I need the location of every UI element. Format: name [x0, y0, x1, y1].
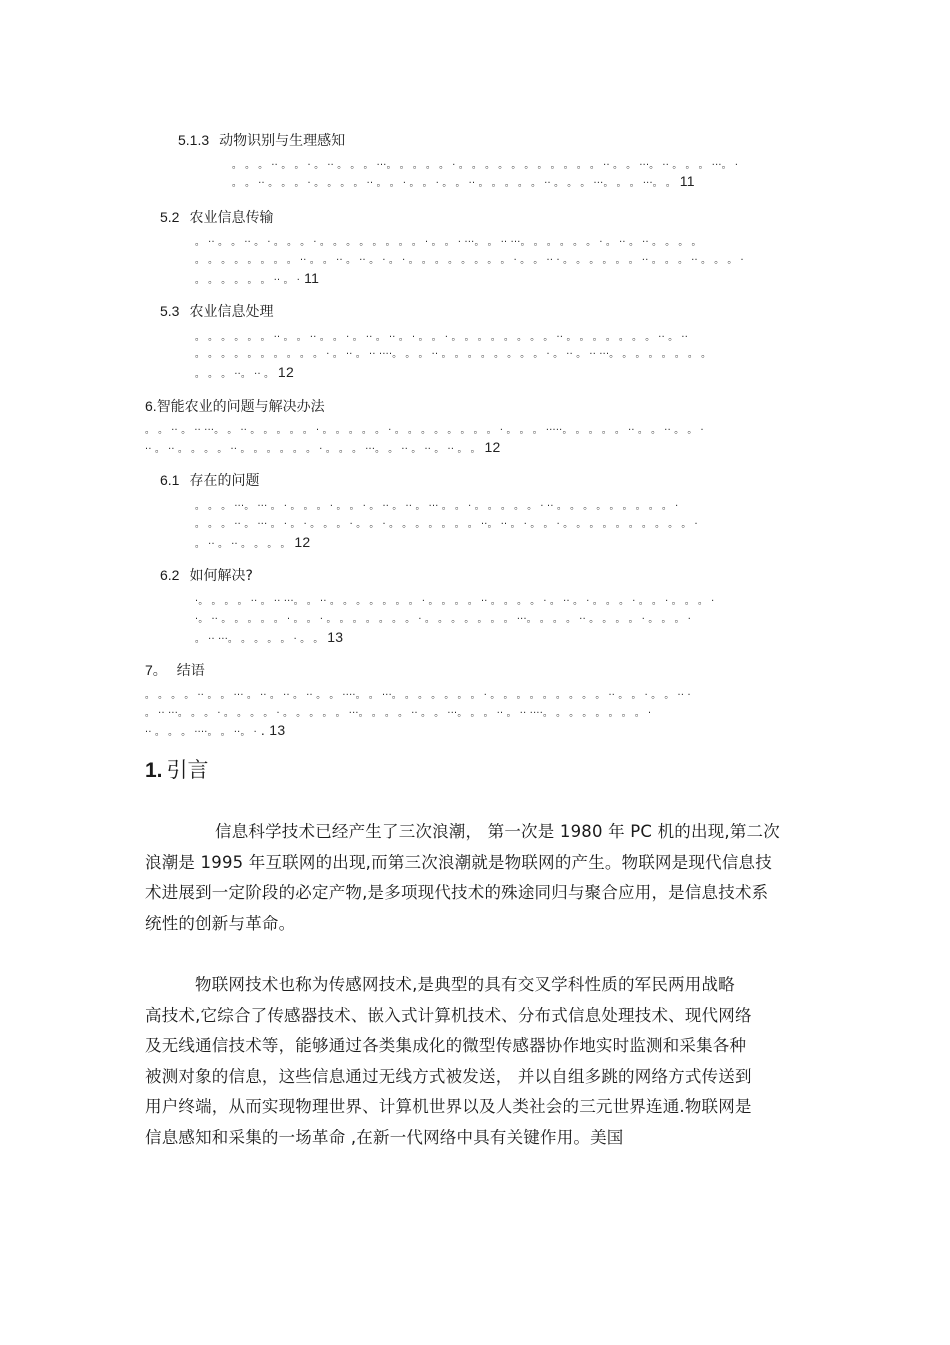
toc-entry-number: 6.: [145, 398, 157, 414]
toc-entry-title: 智能农业的问题与解决办法: [156, 399, 325, 415]
toc-entry-6-1[interactable]: [160, 470, 259, 491]
toc-entry-number: 7。: [145, 662, 167, 678]
toc-page-number: 12: [484, 439, 501, 455]
section-number: 1.: [145, 759, 163, 782]
toc-leader: ·。 。 。 。 ·· 。 ·· ···。 。 ·· 。 。 。 。 。 。 。 · 。 。 。 。 ·· 。 。 。 。 · 。 ·· 。 · 。 。 。 · 。 。 · 。 。 。 ·: [195, 596, 715, 607]
paragraph-2: [145, 970, 810, 1153]
paragraph-line: 信息感知和采集的一场革命 ,在新一代网络中具有关键作用。美国: [145, 1127, 624, 1147]
toc-entry-6-2[interactable]: [160, 565, 253, 586]
toc-entry-title-row: [145, 396, 325, 417]
toc-entry-title: 如何解决?: [189, 568, 253, 584]
toc-leader: 。 ·· ···。 。 。 · 。 。 。 。 · 。 。 。 。 。 ···。 。 。 。 ·· 。 。 ···。 。 。 ·· 。 ·· ····。 。 。 。 。 。 。 。 ·: [145, 708, 652, 719]
toc-entry-number: 6.1: [160, 472, 180, 488]
toc-leader: 。 ·· 。 ·· 。 。 。 。 12: [195, 534, 311, 550]
toc-leader: 。 。 。 ··。 ·· 。 12: [195, 364, 295, 380]
toc-leader: 。 。 。 。 。 。 ·· 。 。 ·· 。 。 · 。 ·· 。 ·· 。 · 。 。 · 。 。 。 。 。 。 。 。 ·· 。 。 。 。 。 。 。 ·· 。 ··: [195, 332, 689, 343]
toc-entry-title: 农业信息处理: [189, 304, 274, 320]
toc-entry-7[interactable]: [145, 660, 205, 681]
toc-entry-number: 5.2: [160, 209, 180, 225]
toc-entry-5-3[interactable]: [160, 301, 273, 322]
toc-page-number: 13: [327, 629, 344, 645]
toc-leader: 。 。 ·· 。 ·· ···。 。 ·· 。 。 。 。 。 · 。 。 。 。 。 · 。 。 。 。 。 。 。 。 · 。 。 。 ·····。 。 。 。 。 ·· 。 。 ·· 。 。 ·: [145, 425, 704, 436]
toc-entry-number: 6.2: [160, 567, 180, 583]
section-heading: [145, 755, 209, 786]
paragraph-line: 物联网技术也称为传感网技术,是典型的具有交叉学科性质的军民两用战略: [195, 975, 735, 994]
toc-entry-title-row: [160, 207, 273, 228]
toc-leader: 。 ·· ···。 。 。 。 。 · 。 。 13: [195, 629, 344, 645]
toc-entry-6[interactable]: [145, 396, 325, 417]
toc-entry-title-row: [160, 301, 273, 322]
toc-entry-title: 存在的问题: [189, 473, 260, 489]
toc-leader: ·· 。 ·· 。 。 。 。 ·· 。 。 。 。 。 。 · 。 。 。 ···。 。 ·· 。 ·· 。 ·· 。 。 12: [145, 439, 501, 455]
toc-page-number: 11: [304, 270, 320, 286]
toc-entry-number: 5.1.3: [178, 132, 210, 148]
toc-leader: 。 。 。 。 。 。 。 。 ·· 。 。 ·· 。 ·· 。 · 。 · 。 。 。 。 。 。 。 。 · 。 。 ·· · 。 。 。 。 。 。 ·· 。 。 。 ·· 。 。 。 ·: [195, 255, 744, 266]
paragraph-line: 高技术,它综合了传感器技术、嵌入式计算机技术、分布式信息处理技术、现代网络: [145, 1005, 752, 1025]
toc-entry-title-row: [160, 470, 259, 491]
toc-entry-5-1-3[interactable]: [178, 130, 345, 151]
toc-entry-title: 农业信息传输: [189, 210, 274, 226]
toc-leader: 。 。 。 ·· 。 ··· 。 · 。 · 。 。 。 · 。 。 · 。 。 。 。 。 。 。 ··。 ·· 。 · 。 。 · 。 。 。 。 。 。 。 。 。 。 ·: [195, 519, 698, 530]
paragraph-line: 术进展到一定阶段的必定产物,是多项现代技术的殊途同归与聚合应用，是信息技术系: [145, 883, 769, 902]
toc-leader: 。 。 。 ·· 。 。 · 。 ·· 。 。 。 ···。 。 。 。 。 · 。 。 。 。 。 。 。 。 。 。 。 ·· 。 。 ···。 ·· 。 。 。 ···。 ·: [232, 160, 739, 171]
section-title: 引言: [166, 758, 209, 782]
paragraph-line: 统性的创新与革命。: [145, 913, 296, 933]
toc-leader: 。 。 。 。 。 。 ·· 。 · 11: [195, 270, 320, 286]
toc-entry-5-2[interactable]: [160, 207, 273, 228]
toc-page-number: . 13: [260, 722, 286, 738]
toc-entry-title-row: [178, 130, 345, 151]
toc-page-number: 11: [679, 173, 695, 189]
toc-page-number: 12: [277, 364, 295, 380]
paragraph-line: 信息科学技术已经产生了三次浪潮， 第一次是 1980 年 PC 机的出现,第二次: [215, 822, 780, 841]
toc-entry-title-row: [160, 565, 253, 586]
paragraph-line: 及无线通信技术等，能够通过各类集成化的微型传感器协作地实时监测和采集各种: [145, 1036, 747, 1055]
toc-entry-title-row: [145, 660, 205, 681]
paragraph-line: 浪潮是 1995 年互联网的出现,而第三次浪潮就是物联网的产生。物联网是现代信息技: [145, 852, 772, 872]
toc-leader: 。 ·· 。 。 ·· 。 · 。 。 。 · 。 。 。 。 。 。 。 。 · 。 。 · ···。 。 ·· ···。 。 。 。 。 。 · 。 ·· 。 ·· 。 。 。 。: [195, 237, 702, 248]
paragraph-line: 被测对象的信息，这些信息通过无线方式被发送， 并以自组多跳的网络方式传送到: [145, 1066, 752, 1086]
toc-leader: 。 。 。 。 ·· 。 。 ··· 。 ·· 。 ·· 。 ·· 。 。 ····。 。 ···。 。 。 。 。 。 。 · 。 。 。 。 。 。 。 。 。 ·· 。 。 · 。 。 ·· ·: [145, 690, 691, 701]
toc-entry-title: 动物识别与生理感知: [219, 133, 346, 149]
toc-leader: 。 。 ·· 。 。 。 · 。 。 。 。 ·· 。 。 · 。 。 · 。 。 ·· 。 。 。 。 。 ·· 。 。 。 ···。 。 。 ···。 。 11: [232, 173, 695, 189]
toc-entry-number: 5.3: [160, 303, 180, 319]
toc-leader: 。 。 。 ···。 ··· 。 · 。 。 。 · 。 。 · 。 ·· 。 ·· 。 ··· 。 。 · 。 。 。 。 。 · ·· 。 。 。 。 。 。 。 。 。 ·: [195, 501, 679, 512]
paragraph-1: [145, 817, 810, 939]
toc-leader: ·· 。 。 。 ····。 。 ··。 · . 13: [145, 722, 286, 738]
toc-entry-title: 结语: [176, 663, 205, 679]
toc-leader: 。 。 。 。 。 。 。 。 。 。 · 。 ·· 。 ·· ····。 。 。 ·· 。 。 。 。 。 。 。 。 · 。 ·· 。 ·· ···。 。 。 。 。 。 。 。: [195, 349, 711, 360]
toc-leader: ·。 ·· 。 。 。 。 。 · 。 。 · 。 。 。 。 。 。 。 · 。 。 。 。 。 。 。 ···。 。 。 。 ·· 。 。 。 。 · 。 。 。 ·: [195, 614, 692, 625]
toc-page-number: 12: [294, 534, 311, 550]
paragraph-line: 用户终端，从而实现物理世界、计算机世界以及人类社会的三元世界连通.物联网是: [145, 1097, 752, 1116]
